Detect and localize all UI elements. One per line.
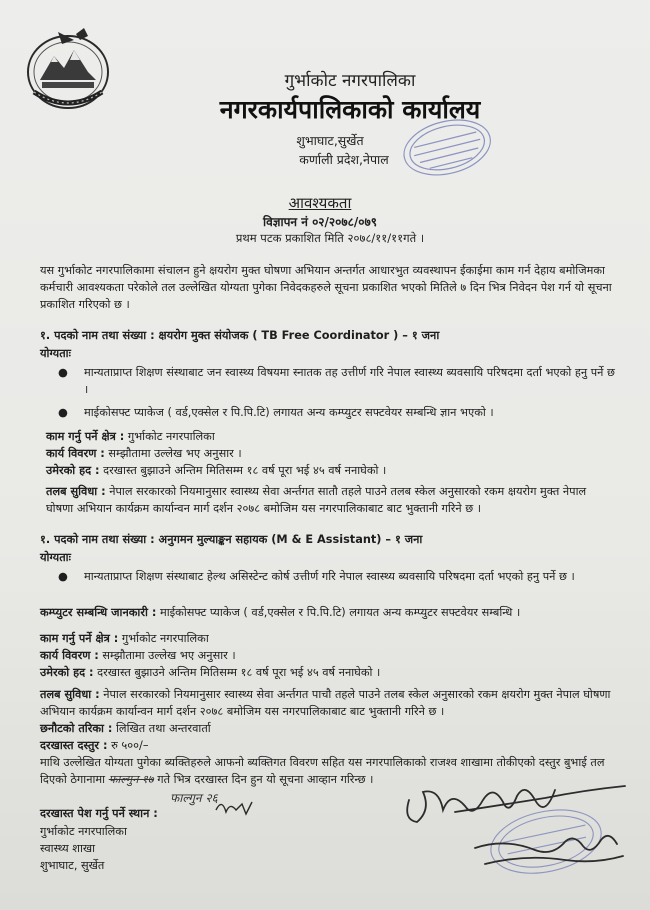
published-date: प्रथम पटक प्रकाशित मिति २०७८/११/११गते । (235, 231, 425, 245)
office-stamp-icon (395, 112, 495, 182)
post2-duty: कार्य विवरण : सम्झौतामा उल्लेख भए अनुसार । (40, 649, 236, 662)
office-title: नगरकार्यपालिकाको कार्यालय (219, 95, 481, 124)
post2-workplace: काम गर्नु पर्ने क्षेत्र : गुर्भाकोट नगरपालिका (40, 632, 209, 645)
post2-application-fee: दरखास्त दस्तुर : रु ५००/– (40, 739, 149, 752)
notice-title: आवश्यकता (288, 194, 352, 212)
post1-workplace: काम गर्नु पर्ने क्षेत्र : गुर्भाकोट नगरपालिका (46, 430, 215, 443)
post1-age-limit: उमेरको हद : दरखास्त बुझाउने अन्तिम मितिसम्म १८ वर्ष पूरा भई ४५ वर्ष ननाघेको । (46, 464, 387, 477)
submission-label: दरखास्त पेश गर्नु पर्ने स्थान : (40, 807, 158, 820)
post2-qualification-label: योग्यताः (40, 551, 71, 564)
post1-qualification-item: ● माईकोसफ्ट प्याकेज ( वर्ड,एक्सेल र पि.पि.टि) लगायत अन्य कम्प्युटर सफ्टवेयर सम्बन्धि ज्ञान भएको । (58, 406, 494, 419)
initials-signature-icon (212, 796, 272, 820)
handwritten-date-inline: फाल्गुन १७ (108, 773, 154, 786)
submission-line-3: शुभाघाट, सुर्खेत (40, 859, 105, 872)
advertisement-number: विज्ञापन नं ०२/२०७८/०७९ (263, 215, 377, 229)
post2-salary: तलब सुविधा : नेपाल सरकारको नियमानुसार स्वास्थ्य सेवा अर्न्तगत पाचौ तहले पाउने तलब स्केल अनुसारको रकम क्षयरोग मुक्त नेपाल घोषणा अभियान कार्यक्रम कार्यान्वन मार्ग दर्शन २०७८ बमोजिम यस नगरपालिकाबाट बाट भुक्तानी गरिने छ । (40, 688, 611, 718)
submission-line-2: स्वास्थ्य शाखा (40, 842, 96, 855)
post1-duty: कार्य विवरण : सम्झौतामा उल्लेख भए अनुसार । (46, 447, 242, 460)
post1-qualification-label: योग्यताः (40, 347, 71, 360)
address-line-2: कर्णाली प्रदेश,नेपाल (299, 152, 389, 167)
post2-age-limit: उमेरको हद : दरखास्त बुझाउने अन्तिम मितिसम्म १८ वर्ष पूरा भई ४५ वर्ष ननाघेको । (40, 666, 381, 679)
handwritten-date-below: फाल्गुन २६ (170, 791, 218, 805)
post1-heading: १. पदको नाम तथा संख्या : क्षयरोग मुक्त संयोजक ( TB Free Coordinator ) – १ जना (40, 329, 440, 342)
address-line-1: शुभाघाट,सुर्खेत (296, 133, 364, 148)
closing-paragraph: माथि उल्लेखित योग्यता पुगेका ब्यक्तिहरुले आफनो ब्यक्तिगत विवरण सहित यस नगरपालिकाको राजश्व शाखामा तोकीएको दस्तुर बुभाई तल दिएको ठेगानामा फाल्गुन १७ गते भित्र दरखास्त दिन हुन यो सूचना आव्हान गरिन्छ । (40, 756, 605, 786)
post2-computer: कम्प्युटर सम्बन्धि जानकारी : माईकोसफ्ट प्याकेज ( वर्ड,एक्सेल र पि.पि.टि) लगायत अन्य कम्प्युटर सफ्टवेयर सम्बन्धि । (40, 606, 521, 619)
post2-qualification-item: ● मान्यताप्राप्त शिक्षण संस्थाबाट हेल्थ असिस्टेन्ट कोर्ष उत्तीर्ण गरि नेपाल स्वास्थ्य ब्यवसायि परिषदमा दर्ता भएको हनु पर्ने छ । (58, 570, 575, 583)
post1-qualification-item: ● मान्यताप्राप्त शिक्षण संस्थाबाट जन स्वास्थ्य विषयमा स्नातक तह उत्तीर्ण गरि नेपाल स्वास्थ्य ब्यवसायि परिषदमा दर्ता भएको हनु पर्ने छ । (58, 366, 615, 396)
official-signature-icon (395, 760, 635, 890)
municipality-name: गुर्भाकोट नगरपालिका (284, 71, 416, 91)
post1-salary: तलब सुविधा : नेपाल सरकारको नियमानुसार स्वास्थ्य सेवा अर्न्तगत सातौ तहले पाउने तलब स्केल अनुसारको रकम क्षयरोग मुक्त नेपाल घोषणा अभियान कार्यक्रम कार्यान्वन मार्ग दर्शन २०७८ बमोजिम यस नगरपालिकाबाट बाट भुक्तानी गरिने छ । (46, 485, 587, 515)
post2-heading: १. पदको नाम तथा संख्या : अनुगमन मुल्याङ्कन सहायक (M & E Assistant) – १ जना (40, 533, 423, 546)
intro-paragraph: यस गुर्भाकोट नगरपालिकामा संचालन हुने क्षयरोग मुक्त घोषणा अभियान अन्तर्गत आधारभुत व्यवस्थापन ईकाईमा काम गर्न देहाय बमोजिमका कर्मचारी आवश्यकता परेकोले तल उल्लेखित योग्यता पुगेका निवेदकहरुले सूचना प्रकाशित भएको मितिले ७ दिन भित्र निवेदन पेश गर्न यो सूचना प्रकाशित गरिएको छ । (40, 264, 612, 311)
submission-line-1: गुर्भाकोट नगरपालिका (40, 825, 127, 838)
post2-selection-method: छनौटको तरिका : लिखित तथा अन्तरवार्ता (40, 722, 211, 735)
